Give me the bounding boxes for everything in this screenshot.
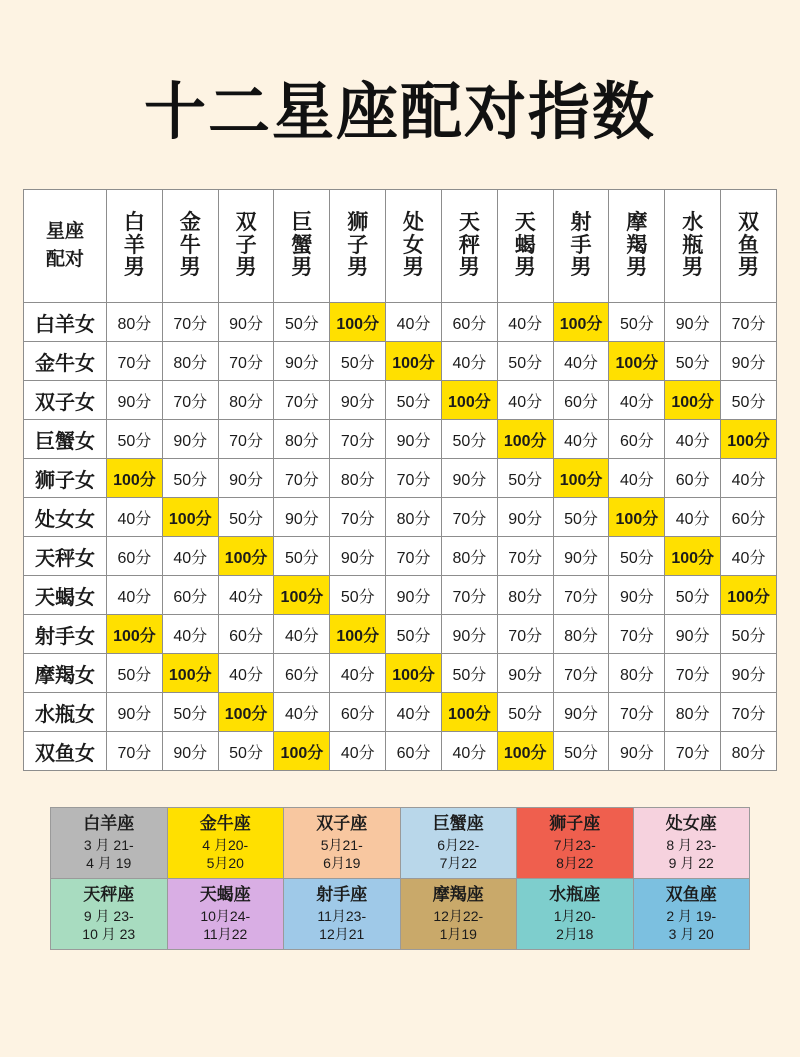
score-cell: 50分 [218,732,274,771]
score-cell: 40分 [274,693,330,732]
legend-item-date-end: 4 月 19 [86,854,132,871]
legend-item-date-start: 3 月 21- [83,836,134,853]
legend-item-date-end: 11月22 [203,925,248,942]
score-cell: 90分 [441,459,497,498]
score-cell: 50分 [665,576,721,615]
score-cell: 70分 [609,615,665,654]
legend-table [50,807,750,950]
score-cell: 70分 [721,693,777,732]
score-cell: 90分 [497,654,553,693]
score-cell: 90分 [107,693,163,732]
table-row [24,381,777,420]
score-cell: 70分 [330,420,386,459]
score-cell: 90分 [218,303,274,342]
legend-item-name: 巨蟹座 [432,814,484,834]
legend-item [517,879,634,950]
column-header-4: 狮 子 男 [330,190,386,303]
score-cell: 50分 [721,615,777,654]
row-header-5: 处女女 [24,498,107,537]
score-cell: 100分 [609,498,665,537]
legend-item-name: 天秤座 [83,885,135,905]
column-header-8: 射 手 男 [553,190,609,303]
score-cell: 40分 [665,498,721,537]
score-cell: 80分 [665,693,721,732]
score-cell: 90分 [609,732,665,771]
score-cell: 40分 [553,342,609,381]
score-cell: 40分 [386,693,442,732]
legend-item-date-start: 12月22- [433,907,484,924]
score-cell: 60分 [721,498,777,537]
score-cell: 80分 [274,420,330,459]
compatibility-table [23,189,777,771]
legend-item-date-start: 6月22- [437,836,480,853]
score-cell: 100分 [553,303,609,342]
score-cell: 50分 [609,537,665,576]
score-cell: 50分 [553,498,609,537]
column-header-2: 双 子 男 [218,190,274,303]
score-cell: 90分 [162,732,218,771]
table-row [24,459,777,498]
legend-item-date-end: 9 月 22 [668,854,714,871]
score-cell: 90分 [441,615,497,654]
score-cell: 90分 [274,498,330,537]
score-cell: 60分 [162,576,218,615]
score-cell: 40分 [330,654,386,693]
legend-item-date-end: 5月20 [206,854,244,871]
legend-item-name: 金牛座 [199,814,251,834]
column-header-5: 处 女 男 [386,190,442,303]
legend-item [51,879,168,950]
score-cell: 40分 [386,303,442,342]
score-cell: 100分 [107,615,163,654]
corner-header-line-1: 配对 [45,249,84,270]
row-header-11: 双鱼女 [24,732,107,771]
score-cell: 90分 [274,342,330,381]
legend-item-date-end: 10 月 23 [82,925,136,942]
legend-item-date-end: 2月18 [556,925,594,942]
score-cell: 100分 [665,381,721,420]
legend-item-date-end: 6月19 [323,854,361,871]
score-cell: 70分 [274,381,330,420]
score-cell: 100分 [386,342,442,381]
legend-item-date-start: 2 月 19- [666,907,717,924]
table-row [24,576,777,615]
score-cell: 40分 [665,420,721,459]
score-cell: 100分 [497,732,553,771]
score-cell: 50分 [330,342,386,381]
score-cell: 100分 [553,459,609,498]
score-cell: 70分 [665,654,721,693]
legend-item-date-end: 12月21 [319,925,365,942]
legend-item-date-start: 9 月 23- [83,907,134,924]
table-header [24,190,777,303]
score-cell: 60分 [330,693,386,732]
score-cell: 100分 [441,381,497,420]
score-cell: 100分 [162,654,218,693]
score-cell: 100分 [107,459,163,498]
table-body [24,303,777,771]
score-cell: 40分 [274,615,330,654]
score-cell: 50分 [497,342,553,381]
legend-item [633,808,750,879]
legend-item-date-start: 8 月 23- [666,836,717,853]
score-cell: 40分 [107,498,163,537]
score-cell: 50分 [107,654,163,693]
score-cell: 90分 [330,381,386,420]
score-cell: 100分 [274,732,330,771]
corner-header-line-0: 星座 [45,220,84,242]
score-cell: 50分 [665,342,721,381]
score-cell: 40分 [441,342,497,381]
corner-header [24,190,107,303]
score-cell: 60分 [107,537,163,576]
legend-item [167,808,284,879]
table-row [24,303,777,342]
legend-item-date-start: 10月24- [200,907,251,924]
score-cell: 100分 [721,420,777,459]
row-header-6: 天秤女 [24,537,107,576]
score-cell: 80分 [218,381,274,420]
legend-item-date-start: 5月21- [320,836,363,853]
score-cell: 70分 [553,576,609,615]
score-cell: 100分 [386,654,442,693]
header-row [24,190,777,303]
score-cell: 50分 [441,420,497,459]
column-header-3: 巨 蟹 男 [274,190,330,303]
legend-item-date-end: 8月22 [556,854,594,871]
score-cell: 40分 [497,303,553,342]
score-cell: 50分 [609,303,665,342]
legend-item-name: 摩羯座 [432,885,484,905]
score-cell: 60分 [609,420,665,459]
score-cell: 100分 [665,537,721,576]
score-cell: 70分 [609,693,665,732]
score-cell: 40分 [162,615,218,654]
score-cell: 80分 [330,459,386,498]
score-cell: 40分 [441,732,497,771]
score-cell: 80分 [497,576,553,615]
score-cell: 70分 [274,459,330,498]
legend-item-name: 天蝎座 [199,885,251,905]
legend-item [51,808,168,879]
score-cell: 100分 [441,693,497,732]
legend-item [400,879,517,950]
row-header-3: 巨蟹女 [24,420,107,459]
score-cell: 90分 [386,576,442,615]
row-header-2: 双子女 [24,381,107,420]
legend-item [633,879,750,950]
score-cell: 70分 [721,303,777,342]
score-cell: 60分 [386,732,442,771]
row-header-7: 天蝎女 [24,576,107,615]
score-cell: 90分 [497,498,553,537]
score-cell: 80分 [107,303,163,342]
compatibility-matrix [23,189,777,771]
score-cell: 50分 [721,381,777,420]
score-cell: 100分 [218,537,274,576]
score-cell: 80分 [553,615,609,654]
legend-item-date-end: 3 月 20 [668,925,714,942]
table-row [24,732,777,771]
score-cell: 90分 [162,420,218,459]
legend-item-date-end: 1月19 [439,925,477,942]
score-cell: 60分 [274,654,330,693]
legend-item [400,808,517,879]
table-row [24,537,777,576]
score-cell: 90分 [553,537,609,576]
score-cell: 90分 [665,615,721,654]
score-cell: 70分 [441,498,497,537]
score-cell: 80分 [721,732,777,771]
score-cell: 50分 [497,459,553,498]
column-header-7: 天 蝎 男 [497,190,553,303]
legend-item [517,808,634,879]
score-cell: 70分 [218,420,274,459]
column-header-6: 天 秤 男 [441,190,497,303]
legend-item-name: 射手座 [316,885,368,905]
score-cell: 50分 [330,576,386,615]
score-cell: 60分 [553,381,609,420]
score-cell: 50分 [386,381,442,420]
column-header-1: 金 牛 男 [162,190,218,303]
column-header-11: 双 鱼 男 [721,190,777,303]
score-cell: 40分 [497,381,553,420]
score-cell: 50分 [162,693,218,732]
legend-item-name: 双子座 [316,814,368,834]
score-cell: 90分 [107,381,163,420]
page-title: 十二星座配对指数 [143,78,656,147]
score-cell: 90分 [330,537,386,576]
score-cell: 70分 [330,498,386,537]
score-cell: 40分 [107,576,163,615]
score-cell: 50分 [274,303,330,342]
score-cell: 40分 [162,537,218,576]
legend-item-date-start: 11月23- [317,907,367,924]
row-header-9: 摩羯女 [24,654,107,693]
row-header-1: 金牛女 [24,342,107,381]
score-cell: 100分 [274,576,330,615]
score-cell: 100分 [330,303,386,342]
column-header-10: 水 瓶 男 [665,190,721,303]
score-cell: 100分 [497,420,553,459]
legend-item [284,808,401,879]
legend-body [51,808,750,950]
score-cell: 90分 [386,420,442,459]
table-row [24,342,777,381]
score-cell: 50分 [162,459,218,498]
score-cell: 70分 [218,342,274,381]
score-cell: 100分 [721,576,777,615]
score-cell: 40分 [721,537,777,576]
legend-item [284,879,401,950]
score-cell: 40分 [218,654,274,693]
legend-item-name: 双鱼座 [665,885,717,905]
column-header-9: 摩 羯 男 [609,190,665,303]
legend-item-date-start: 4 月20- [202,836,249,853]
score-cell: 100分 [218,693,274,732]
score-cell: 70分 [107,342,163,381]
score-cell: 80分 [386,498,442,537]
legend-item-name: 水瓶座 [549,885,601,905]
score-cell: 70分 [441,576,497,615]
score-cell: 100分 [609,342,665,381]
row-header-10: 水瓶女 [24,693,107,732]
score-cell: 70分 [162,381,218,420]
score-cell: 80分 [441,537,497,576]
table-row [24,420,777,459]
score-cell: 50分 [107,420,163,459]
legend-item [167,879,284,950]
row-header-8: 射手女 [24,615,107,654]
score-cell: 60分 [665,459,721,498]
score-cell: 100分 [330,615,386,654]
score-cell: 40分 [721,459,777,498]
legend-item-name: 处女座 [665,814,717,834]
score-cell: 70分 [386,459,442,498]
table-row [24,615,777,654]
score-cell: 90分 [721,342,777,381]
score-cell: 60分 [218,615,274,654]
legend-row [51,879,750,950]
score-cell: 40分 [609,381,665,420]
score-cell: 40分 [609,459,665,498]
score-cell: 70分 [107,732,163,771]
score-cell: 40分 [330,732,386,771]
row-header-0: 白羊女 [24,303,107,342]
score-cell: 40分 [218,576,274,615]
score-cell: 70分 [386,537,442,576]
zodiac-legend [50,807,750,950]
score-cell: 50分 [274,537,330,576]
score-cell: 50分 [441,654,497,693]
score-cell: 70分 [497,537,553,576]
score-cell: 90分 [721,654,777,693]
legend-item-date-start: 7月23- [553,836,596,853]
score-cell: 80分 [609,654,665,693]
legend-item-date-start: 1月20- [553,907,596,924]
score-cell: 70分 [665,732,721,771]
score-cell: 50分 [386,615,442,654]
legend-item-name: 狮子座 [549,814,601,834]
score-cell: 70分 [497,615,553,654]
table-row [24,693,777,732]
legend-item-date-end: 7月22 [439,854,477,871]
score-cell: 70分 [162,303,218,342]
legend-item-name: 白羊座 [83,814,135,834]
table-row [24,498,777,537]
score-cell: 70分 [553,654,609,693]
score-cell: 90分 [218,459,274,498]
score-cell: 90分 [665,303,721,342]
legend-row [51,808,750,879]
score-cell: 100分 [162,498,218,537]
score-cell: 80分 [162,342,218,381]
score-cell: 50分 [553,732,609,771]
score-cell: 50分 [218,498,274,537]
score-cell: 60分 [441,303,497,342]
score-cell: 40分 [553,420,609,459]
column-header-0: 白 羊 男 [107,190,163,303]
score-cell: 90分 [609,576,665,615]
row-header-4: 狮子女 [24,459,107,498]
table-row [24,654,777,693]
score-cell: 90分 [553,693,609,732]
score-cell: 50分 [497,693,553,732]
